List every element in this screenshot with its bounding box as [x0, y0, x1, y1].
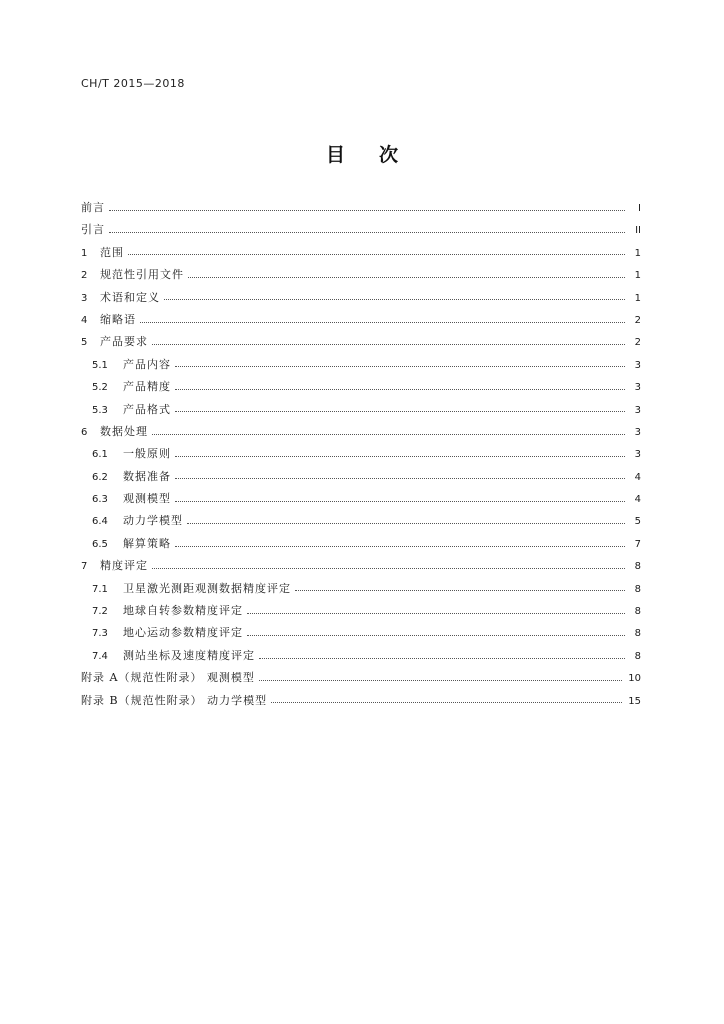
dot-leader	[295, 590, 625, 591]
toc-entry[interactable]	[81, 510, 641, 532]
toc-entry[interactable]	[81, 331, 641, 353]
toc-entry-number: 5.3	[92, 404, 108, 416]
toc-entry-page: 1	[634, 292, 641, 304]
toc-entry-number: 7.4	[92, 650, 108, 662]
toc-entry-label: 动力学模型	[123, 514, 183, 528]
toc-entry[interactable]	[81, 533, 641, 555]
toc-entry-number: 5	[81, 337, 88, 349]
toc-entry-page: I	[638, 203, 641, 214]
dot-leader	[259, 658, 625, 659]
toc-entry-label: 地心运动参数精度评定	[123, 626, 243, 640]
toc-entry-page: 7	[634, 538, 641, 550]
dot-leader	[247, 613, 625, 614]
dot-leader	[271, 702, 622, 703]
toc-entry-page: 4	[634, 494, 641, 506]
dot-leader	[259, 680, 622, 681]
toc-entry-number: 6.2	[92, 471, 108, 483]
toc-entry-number: 5.1	[92, 359, 108, 371]
toc-entry-number: 6.5	[92, 538, 108, 550]
toc-entry-label: 地球自转参数精度评定	[123, 604, 243, 618]
toc-entry[interactable]	[81, 578, 641, 600]
toc-entry-page: 1	[634, 247, 641, 259]
toc-entry[interactable]	[81, 555, 641, 577]
toc-entry-page: 2	[634, 337, 641, 349]
toc-entry-label: 产品要求	[100, 335, 148, 349]
toc-entry[interactable]	[81, 421, 641, 443]
toc-entry[interactable]	[81, 309, 641, 331]
standard-code: CH/T 2015—2018	[81, 77, 185, 90]
toc-entry-number: 2	[81, 270, 88, 282]
toc-entry-page: 1	[634, 270, 641, 282]
toc-entry-page: 15	[628, 695, 641, 707]
toc-entry-number: 1	[81, 247, 88, 259]
toc-entry-label: 观测模型	[123, 492, 171, 506]
dot-leader	[175, 456, 625, 457]
dot-leader	[175, 366, 625, 367]
toc-entry-label: 产品精度	[123, 380, 171, 394]
dot-leader	[164, 299, 625, 300]
toc-entry[interactable]	[81, 466, 641, 488]
toc-entry-number: 6.3	[92, 494, 108, 506]
toc-entry-label: 一般原则	[123, 447, 171, 461]
toc-entry-label: 产品内容	[123, 357, 171, 371]
toc-entry-page: 5	[634, 516, 641, 528]
toc-entry-page: 3	[634, 449, 641, 461]
toc-entry[interactable]	[81, 399, 641, 421]
dot-leader	[175, 411, 625, 412]
toc-entry-page: 2	[634, 314, 641, 326]
toc-entry-number: 5.2	[92, 382, 108, 394]
dot-leader	[175, 478, 625, 479]
toc-entry[interactable]	[81, 667, 641, 689]
toc-entry-label: 范围	[100, 245, 124, 259]
toc-entry[interactable]	[81, 645, 641, 667]
toc-entry-label: 测站坐标及速度精度评定	[123, 648, 255, 662]
toc-entry[interactable]	[81, 443, 641, 465]
toc-entry-number: 7.2	[92, 606, 108, 618]
toc-entry-label: 数据处理	[100, 424, 148, 438]
toc-entry-number: 7.3	[92, 628, 108, 640]
dot-leader	[187, 523, 625, 524]
toc-entry-label: 精度评定	[100, 559, 148, 573]
toc-entry-page: 8	[634, 583, 641, 595]
dot-leader	[175, 389, 625, 390]
toc-entry[interactable]	[81, 354, 641, 376]
toc-entry-label: 解算策略	[123, 536, 171, 550]
toc-entry-page: 8	[634, 606, 641, 618]
toc-entry[interactable]	[81, 690, 641, 712]
toc-entry-page: 10	[628, 673, 641, 685]
toc-entry-page: 8	[634, 650, 641, 662]
toc-entry[interactable]	[81, 219, 641, 241]
toc-entry[interactable]	[81, 242, 641, 264]
dot-leader	[188, 277, 625, 278]
dot-leader	[128, 254, 625, 255]
toc-entry-page: 3	[634, 404, 641, 416]
toc-entry-number: 6	[81, 426, 88, 438]
toc-entry[interactable]	[81, 264, 641, 286]
toc-entry-label: 卫星激光测距观测数据精度评定	[123, 581, 291, 595]
toc-entry-label: 引言	[81, 223, 105, 237]
toc-entry-number: 6.4	[92, 516, 108, 528]
dot-leader	[152, 568, 625, 569]
toc-entry-label: 数据准备	[123, 469, 171, 483]
toc-entry-page: 4	[634, 471, 641, 483]
toc-entry[interactable]	[81, 622, 641, 644]
dot-leader	[247, 635, 625, 636]
toc-entry[interactable]	[81, 197, 641, 219]
dot-leader	[109, 210, 625, 211]
toc-entry-label: 缩略语	[100, 312, 136, 326]
toc-entry[interactable]	[81, 287, 641, 309]
toc-entry-page: 3	[634, 382, 641, 394]
toc-entry-page: 8	[634, 561, 641, 573]
dot-leader	[152, 434, 625, 435]
toc-entry-number: 3	[81, 292, 88, 304]
toc-entry-label: 前言	[81, 201, 105, 214]
toc-entry-number: 6.1	[92, 449, 108, 461]
toc-entry-label: 产品格式	[123, 402, 171, 416]
toc-entry-page: 3	[634, 426, 641, 438]
dot-leader	[175, 546, 625, 547]
toc-entry-label: 附录 A（规范性附录） 观测模型	[81, 671, 255, 685]
dot-leader	[175, 501, 625, 502]
toc-entry-number: 7.1	[92, 583, 108, 595]
toc-entry-page: 3	[634, 359, 641, 371]
page-title: 目次	[325, 144, 432, 166]
toc-entry-label: 术语和定义	[100, 290, 160, 304]
toc-entry-page: 8	[634, 628, 641, 640]
toc-entry[interactable]	[81, 488, 641, 510]
toc-entry-number: 4	[81, 314, 88, 326]
toc-entry-number: 7	[81, 561, 88, 573]
toc-entry[interactable]	[81, 376, 641, 398]
dot-leader	[140, 322, 625, 323]
table-of-contents	[81, 197, 641, 712]
dot-leader	[109, 232, 625, 233]
dot-leader	[152, 344, 625, 345]
toc-entry-label: 附录 B（规范性附录） 动力学模型	[81, 693, 268, 707]
toc-entry[interactable]	[81, 600, 641, 622]
toc-entry-page: II	[635, 225, 641, 237]
toc-entry-label: 规范性引用文件	[100, 268, 184, 282]
